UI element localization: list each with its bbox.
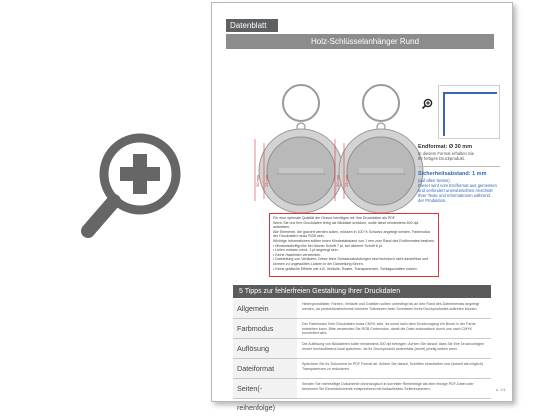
spec-heading-margin: Sicherheitsabstand: 1 mm (418, 171, 487, 177)
tip-text: Hintergrundbilder, Farben, Verläufe und Grafiken sollten unbedingt bis an den Rand des Datenformats angelegt werden, da produktionstechnisch kleinere Toleranzen beim Schneiden Ihres Druckproduktes auftreten können. (302, 302, 480, 311)
print-note: Für eine optimale Qualität der Gravur benötigen wir Ihre Druckdaten als PDF. (273, 216, 396, 220)
print-note: • Mindestschriftgröße bei dünner Schrift 7 pt, bei dickerer Schrift 6 pt. (273, 243, 383, 248)
print-note: • Keine Haarlinien verwenden. (273, 252, 322, 257)
print-note: • Darstellung von Verläufen: Diese feine Schwarzabstufungen sind technisch nicht darstellbar und können zu ungewollten Lücken in der Darstellung führen. (273, 257, 429, 266)
spec-line: der Produktion. (418, 198, 447, 203)
print-note: • Linien müssen mind. 1 pt angelegt sein. (273, 248, 339, 253)
print-note: Wenn Sie uns Ihre Druckdaten fertig als Bilddatei schicken, sollte diese mindestens 600 dpi aufweisen. (273, 220, 419, 230)
format-detail-frame (438, 85, 500, 139)
tips-heading: 5 Tipps zur fehlerfreien Gestaltung Ihrer Druckdaten (233, 285, 491, 298)
zoom-in-small-icon[interactable] (421, 98, 433, 110)
tip-label: Allgemein (233, 299, 297, 318)
spec-line: und verhindert unerwünschten Anschnitt (418, 188, 493, 193)
datasheet-page (211, 2, 513, 412)
page-number: s. 1/1 (496, 387, 506, 392)
spec-heading-format: Endformat: Ø 30 mm (418, 144, 473, 150)
dimension-label-outer-right: 30 mm (335, 174, 340, 187)
spec-line: In diesem Format erhalten Sie (418, 151, 475, 156)
print-notes-box (269, 213, 439, 277)
tip-label: Auflösung (233, 339, 297, 358)
keychain-illustration (252, 81, 432, 211)
tip-text: Speichern Sie Ihr Dokument im PDF Format ab. Achten Sie darauf, Schriften einzubetten und (soweit als möglich) Transparenzen zu reduzieren. (302, 362, 483, 371)
print-note: Alle Elemente, die graviert werden sollen, müssen in 100 % Schwarz angelegt werden. Farbmodus der Druckdaten muss RGB sein. (273, 229, 431, 239)
spec-line: (auf allen Seiten) (418, 178, 450, 183)
print-note: • Keine grafische Effekte wie z.B. Verläufe, Raster, Transparenzen, Schlagschatten nutzen. (273, 266, 418, 271)
tip-label: Dateiformat (233, 359, 297, 378)
tip-row-aufloesung (233, 339, 491, 359)
safety-margin-corner (443, 92, 497, 136)
tip-row-seiten (233, 379, 491, 412)
tip-text: Die Auflösung von Bilddateien sollte mindestens 300 dpi betragen. Achten Sie darauf, dass Sie Ihre Druckvorlagen immer hochauflösend lokal speichern, da Ihr Druckprodukt andernfalls (leicht) pixelig wirken kann. (302, 342, 484, 351)
spec-line: Ihrer Texte und Informationen während (418, 193, 490, 198)
spec-panel (418, 144, 500, 203)
dimension-label-inner-left: 25 mm (264, 174, 269, 187)
spec-line: Ihr fertiges Druckprodukt. (418, 156, 466, 161)
tip-text: Der Farbmodus Ihrer Druckdaten muss CMYK sein, da sonst nach dem Druckvorgang ein Bruch in der Farbe entstehen kann. Bitte verwenden Sie RGB-Farbmodus, damit die Datei automatisch durch uns nach CMYK konvertiert wird. (302, 322, 476, 336)
tip-text: Senden Sie mehrseitige Dokumente chronologisch in korrekter Reihenfolge als eine einzige PDF-Datei oder benennen Sie Einzeldokumente entsprechend mit fortlaufenden Seitennummern. (302, 382, 474, 391)
document-title: Datenblatt (226, 19, 278, 32)
tip-row-farbmodus (233, 319, 491, 339)
dimension-label-inner-right: 25 mm (344, 174, 349, 187)
print-note: Wichtige Informationen sollten einen Mindestabstand von 1 mm zum Rand des Endformates besitzen. (273, 238, 436, 243)
tip-row-dateiformat (233, 359, 491, 379)
tip-label: Seiten(-reihenfolge) (233, 379, 297, 398)
spec-divider (418, 166, 500, 167)
zoom-in-icon[interactable] (80, 128, 186, 280)
document-subtitle: Holz-Schlüsselanhänger Rund (226, 34, 494, 49)
tip-row-allgemein (233, 299, 491, 319)
spec-line: Dieser wird vom Endformat aus gemessen (418, 183, 497, 188)
tip-label: Farbmodus (233, 319, 297, 338)
dimension-label-outer-left: 30 mm (255, 174, 260, 187)
